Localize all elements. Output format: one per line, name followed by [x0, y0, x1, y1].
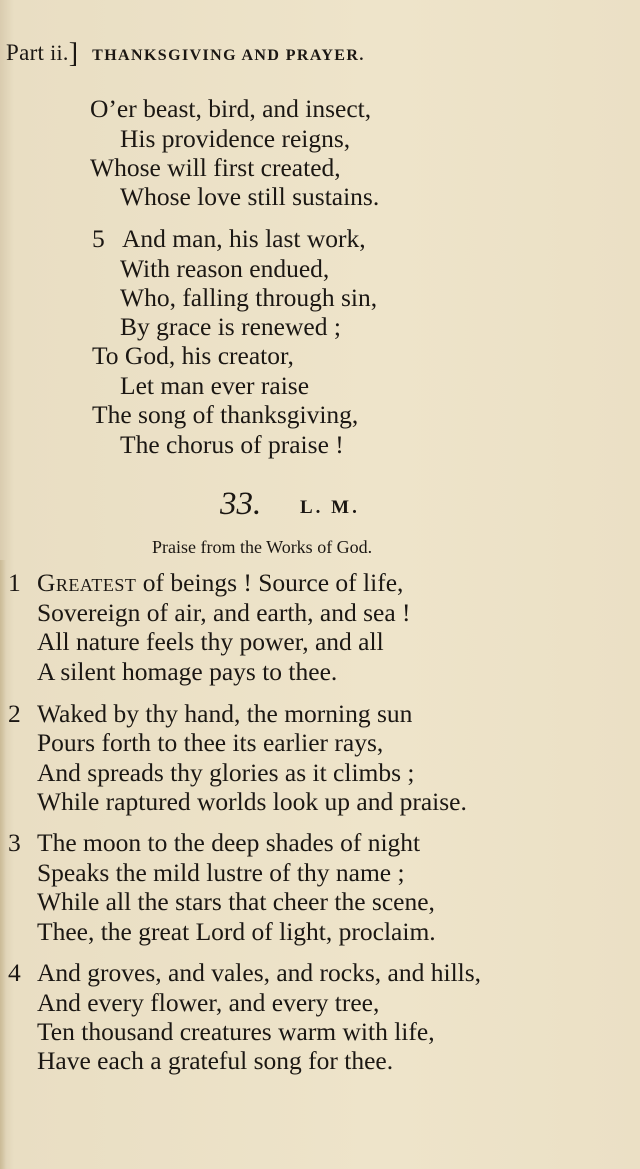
verse-line: Let man ever raise [120, 371, 310, 400]
hymn-meter: L. M. [300, 497, 360, 518]
verse-line: All nature feels thy power, and all [37, 627, 384, 656]
verse-line: Sovereign of air, and earth, and sea ! [37, 598, 411, 627]
hymn-number: 33. [220, 486, 262, 522]
verse-line: The moon to the deep shades of night [37, 828, 421, 857]
verse-number: 3 [8, 828, 21, 857]
verse-first-word: Greatest [37, 568, 137, 597]
verse-line: And spreads thy glories as it climbs ; [37, 758, 415, 787]
verse-line: Who, falling through sin, [120, 283, 378, 312]
verse-line: O’er beast, bird, and insect, [90, 94, 372, 123]
hymn-subtitle: Praise from the Works of God. [152, 537, 373, 557]
page-spine-shadow [0, 560, 6, 1169]
verse-line: A silent homage pays to thee. [37, 657, 338, 686]
verse-line: Waked by thy hand, the morning sun [37, 699, 413, 728]
verse-line: Ten thousand creatures warm with life, [37, 1017, 435, 1046]
header-bracket: ] [68, 38, 79, 69]
verse-number: 1 [8, 568, 21, 597]
verse-line [37, 570, 403, 596]
verse-line: Whose will first created, [90, 153, 341, 182]
verse-line: With reason endued, [120, 254, 330, 283]
verse-line: Pours forth to thee its earlier rays, [37, 728, 384, 757]
verse-line: By grace is renewed ; [120, 312, 341, 341]
header-part: Part [6, 40, 45, 65]
verse-line: While raptured worlds look up and praise. [37, 787, 467, 816]
verse-line: Whose love still sustains. [120, 182, 380, 211]
running-header [6, 36, 365, 68]
verse-line: And every flower, and every tree, [37, 988, 380, 1017]
verse-line: Thee, the great Lord of light, proclaim. [37, 917, 436, 946]
verse-line: And groves, and vales, and rocks, and hills, [37, 958, 482, 987]
verse-line: His providence reigns, [120, 124, 351, 153]
verse-line-rest: of beings ! Source of life, [136, 568, 404, 597]
verse-line: The chorus of praise ! [120, 430, 344, 459]
verse-number: 2 [8, 699, 21, 728]
header-part-number: ii. [50, 40, 69, 65]
verse-line: Have each a grateful song for thee. [37, 1046, 394, 1075]
verse-line: And man, his last work, [122, 224, 366, 253]
verse-line: While all the stars that cheer the scene, [37, 887, 435, 916]
verse-line: The song of thanksgiving, [92, 400, 359, 429]
header-title: THANKSGIVING AND PRAYER. [92, 47, 365, 64]
verse-line: To God, his creator, [92, 341, 294, 370]
verse-number: 4 [8, 958, 21, 987]
verse-line: Speaks the mild lustre of thy name ; [37, 858, 405, 887]
stanza-number: 5 [92, 224, 105, 253]
